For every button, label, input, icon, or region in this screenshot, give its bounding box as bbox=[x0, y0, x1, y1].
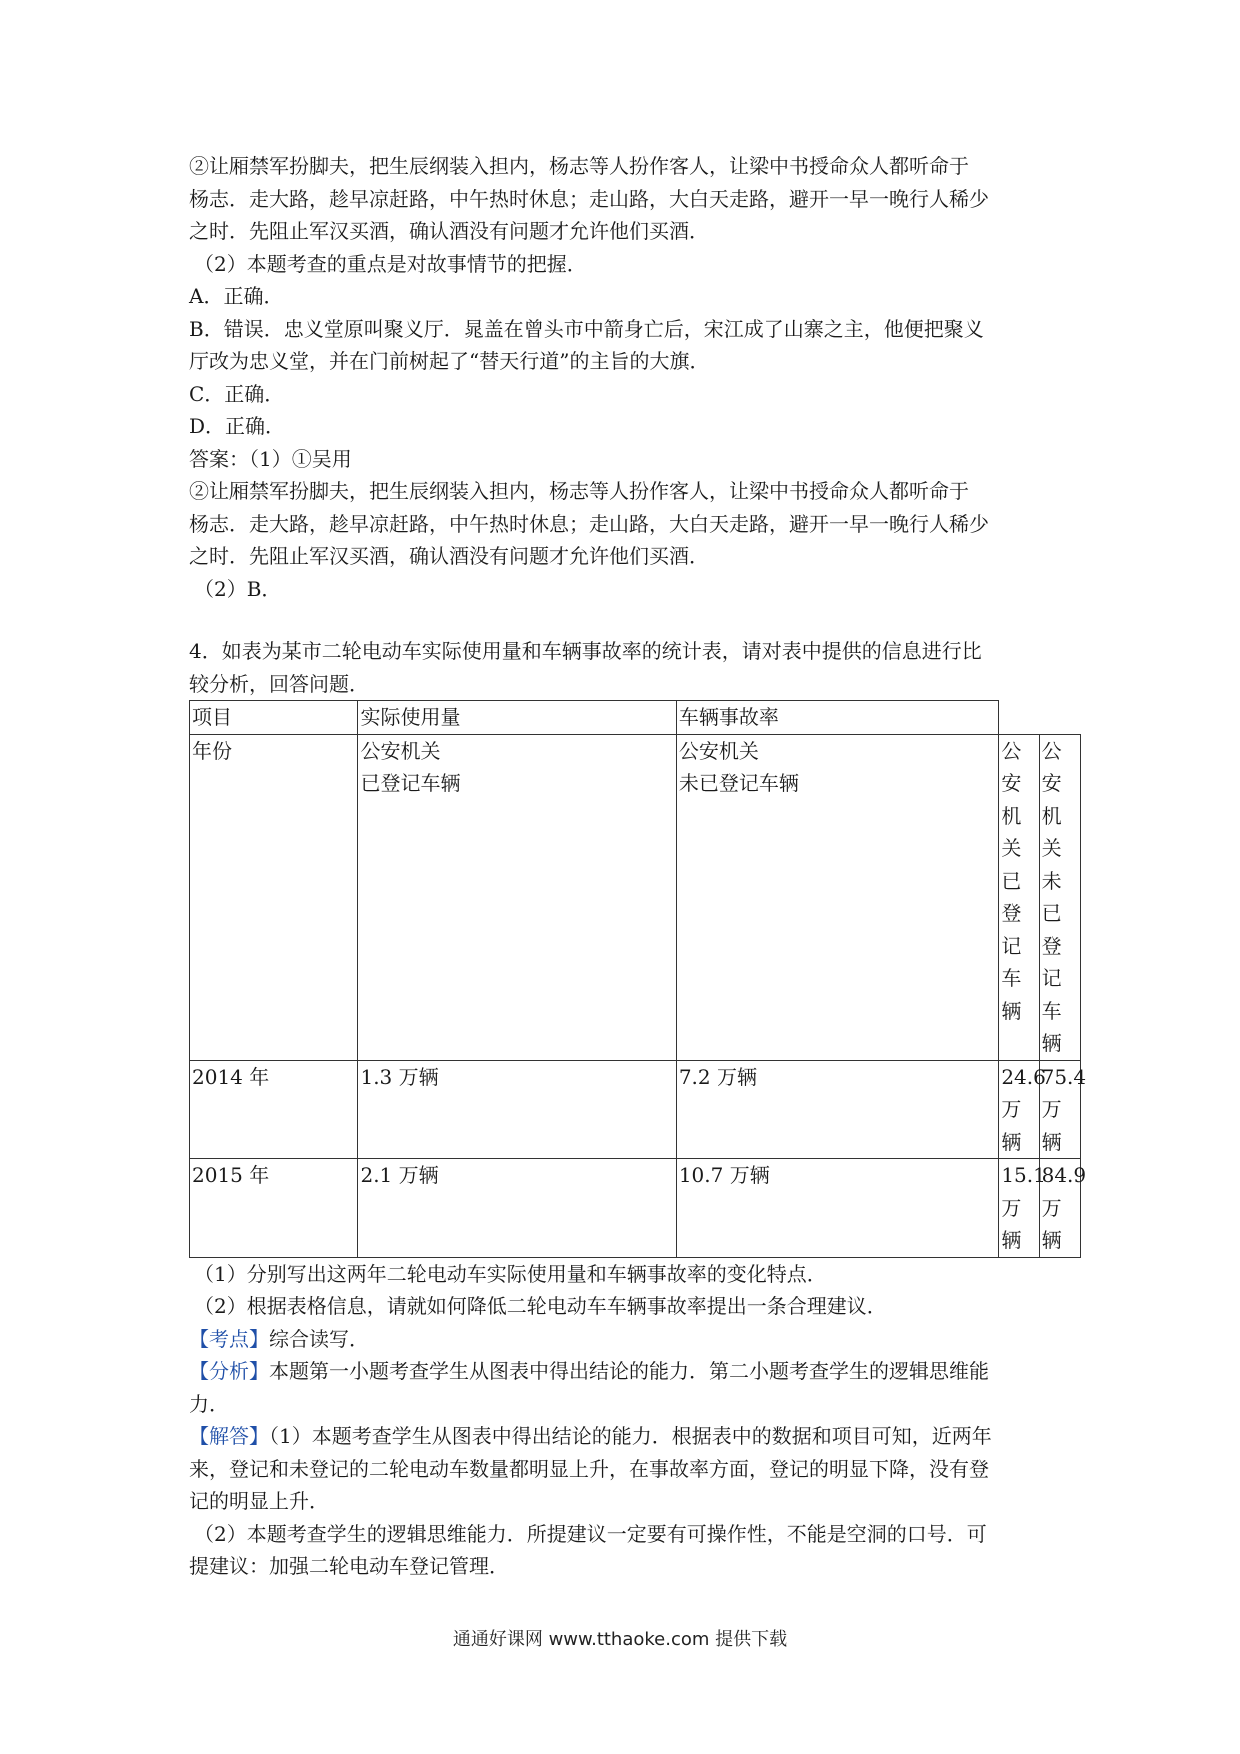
header-year: 年份 bbox=[190, 734, 358, 1060]
cell-registered-accident bbox=[999, 1060, 1046, 1159]
table-header-row bbox=[190, 701, 1081, 735]
subheader-text: 公安机关 bbox=[360, 738, 441, 763]
subheader-text: 未已登记车辆 bbox=[678, 771, 799, 795]
cell-registered-accident bbox=[999, 1159, 1046, 1258]
jieda-line bbox=[189, 1420, 1059, 1453]
subheader-registered-usage bbox=[358, 734, 676, 1060]
kaodian-tag: 【考点】 bbox=[189, 1326, 269, 1351]
text-line: B．错误．忠义堂原叫聚义厅．晁盖在曾头市中箭身亡后，宋江成了山寨之主，他便把聚义 bbox=[189, 316, 984, 341]
cell-unregistered-accident bbox=[1039, 1060, 1087, 1159]
kaodian-text: 综合读写． bbox=[269, 1326, 369, 1351]
fenxi-tag: 【分析】 bbox=[189, 1359, 269, 1383]
subheader-text: 公安机关 bbox=[678, 738, 759, 763]
cell-registered-usage: 2.1 万辆 bbox=[358, 1159, 676, 1258]
fenxi-text: 本题第一小题考查学生从图表中得出结论的能力．第二小题考查学生的逻辑思维能 bbox=[269, 1359, 989, 1383]
cell-unit: 万辆 bbox=[1001, 1195, 1022, 1252]
cell-value: 75.4 bbox=[1041, 1064, 1087, 1089]
sub-question: （2）根据表格信息，请就如何降低二轮电动车车辆事故率提出一条合理建议． bbox=[194, 1294, 887, 1318]
header-usage: 实际使用量 bbox=[358, 701, 676, 735]
page-footer: 通通好课网 www.tthaoke.com 提供下载 bbox=[452, 1629, 788, 1650]
header-accident: 车辆事故率 bbox=[676, 701, 998, 735]
header-item: 项目 bbox=[190, 701, 358, 735]
question-line: 较分析，回答问题． bbox=[189, 671, 369, 696]
text-line: 提建议：加强二轮电动车登记管理． bbox=[189, 1554, 509, 1578]
cell-unregistered-usage: 10.7 万辆 bbox=[676, 1159, 998, 1258]
subheader-registered-accident bbox=[999, 734, 1039, 1060]
text-line: （2）本题考查学生的逻辑思维能力．所提建议一定要有可操作性，不能是空洞的口号．可 bbox=[194, 1521, 987, 1546]
text-line: D．正确． bbox=[189, 414, 286, 438]
text-line: （2）B． bbox=[194, 576, 282, 601]
cell-unit: 万辆 bbox=[1001, 1097, 1022, 1154]
cell-unregistered-usage: 7.2 万辆 bbox=[676, 1060, 998, 1159]
cell-value: 15.1 bbox=[1001, 1163, 1046, 1187]
text-line: 之时．先阻止军汉买酒，确认酒没有问题才允许他们买酒． bbox=[189, 544, 709, 568]
text-line: C．正确． bbox=[189, 381, 285, 406]
table-row bbox=[190, 1159, 1081, 1258]
text-line: ②让厢禁军扮脚夫，把生辰纲装入担内，杨志等人扮作客人，让梁中书授命众人都听命于 bbox=[189, 479, 969, 503]
text-line: （2）本题考查的重点是对故事情节的把握． bbox=[194, 251, 587, 276]
stats-table bbox=[189, 700, 1087, 1258]
text-line: 杨志．走大路，趁早凉赶路，中午热时休息；走山路，大白天走路，避开一早一晚行人稀少 bbox=[189, 186, 989, 211]
text-line: ②让厢禁军扮脚夫，把生辰纲装入担内，杨志等人扮作客人，让梁中书授命众人都听命于 bbox=[189, 154, 969, 178]
vertical-text: 公安机关已登记车辆 bbox=[1001, 738, 1022, 1023]
cell-registered-usage: 1.3 万辆 bbox=[358, 1060, 676, 1159]
text-line: 记的明显上升． bbox=[189, 1489, 329, 1513]
cell-unit: 万辆 bbox=[1041, 1195, 1062, 1252]
sub-question: （1）分别写出这两年二轮电动车实际使用量和车辆事故率的变化特点． bbox=[194, 1261, 827, 1286]
cell-year: 2014 年 bbox=[190, 1060, 358, 1159]
text-line: A．正确． bbox=[189, 284, 284, 308]
empty-cell bbox=[999, 701, 1081, 735]
cell-unit: 万辆 bbox=[1041, 1097, 1062, 1154]
text-line: 厅改为忠义堂，并在门前树起了“替天行道”的主旨的大旗． bbox=[189, 349, 710, 373]
jieda-tag: 【解答】 bbox=[189, 1424, 269, 1448]
spacer bbox=[189, 605, 1059, 635]
text-line: 之时．先阻止军汉买酒，确认酒没有问题才允许他们买酒． bbox=[189, 219, 709, 243]
fenxi-line bbox=[189, 1355, 1059, 1388]
cell-unregistered-accident bbox=[1039, 1159, 1087, 1258]
kaodian-line bbox=[189, 1323, 1059, 1356]
cell-value: 84.9 bbox=[1041, 1163, 1087, 1187]
table-subheader-row bbox=[190, 734, 1081, 1060]
table-row bbox=[190, 1060, 1081, 1159]
text-line: 力． bbox=[189, 1391, 229, 1416]
cell-value: 24.6 bbox=[1001, 1064, 1046, 1089]
text-line: 杨志．走大路，趁早凉赶路，中午热时休息；走山路，大白天走路，避开一早一晚行人稀少 bbox=[189, 511, 989, 536]
text-line: 来，登记和未登记的二轮电动车数量都明显上升，在事故率方面，登记的明显下降，没有登 bbox=[189, 1456, 989, 1481]
subheader-text: 已登记车辆 bbox=[360, 771, 461, 795]
document-body bbox=[189, 150, 1087, 1583]
subheader-unregistered-usage bbox=[676, 734, 998, 1060]
jieda-text: （1）本题考查学生从图表中得出结论的能力．根据表中的数据和项目可知，近两年 bbox=[269, 1424, 992, 1448]
question-line: 4．如表为某市二轮电动车实际使用量和车辆事故率的统计表，请对表中提供的信息进行比 bbox=[189, 639, 982, 663]
text-line: 答案：（1）①吴用 bbox=[189, 446, 352, 471]
vertical-text: 公安机关未已登记车辆 bbox=[1041, 738, 1062, 1055]
cell-year: 2015 年 bbox=[190, 1159, 358, 1258]
subheader-unregistered-accident bbox=[1039, 734, 1080, 1060]
